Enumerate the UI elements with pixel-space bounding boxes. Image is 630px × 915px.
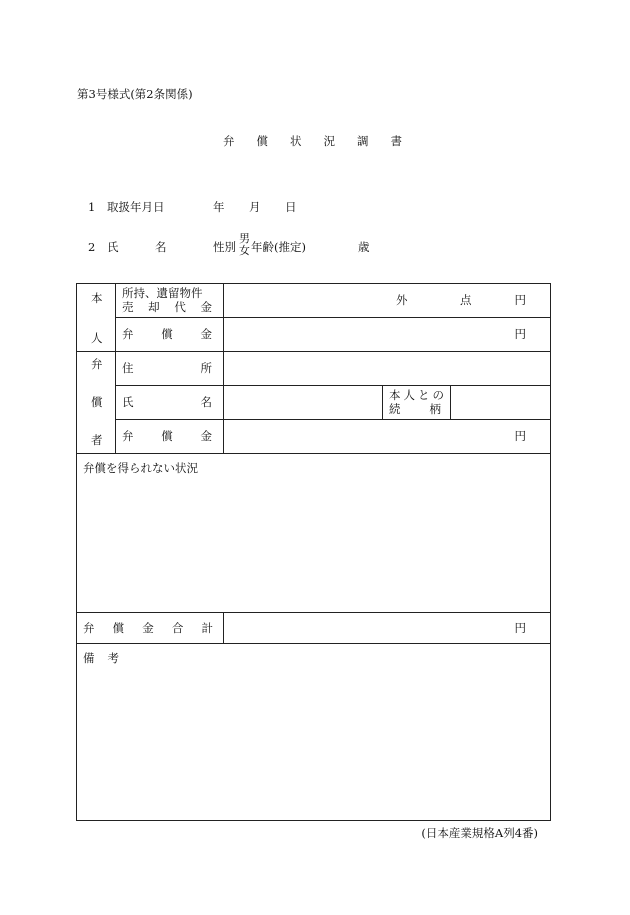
relation-label-line2 bbox=[389, 403, 441, 416]
handling-date-label: 取扱年月日 bbox=[107, 200, 165, 214]
compensator-group-char: 者 bbox=[91, 433, 103, 447]
person-group-cell bbox=[77, 284, 116, 352]
compensation-table bbox=[76, 283, 551, 821]
sex-female: 女 bbox=[239, 244, 250, 257]
compensator-amount-cell[interactable] bbox=[224, 420, 551, 454]
situation-cell[interactable] bbox=[77, 454, 551, 613]
title-char: 書 bbox=[390, 134, 402, 148]
age-label: 年齢(推定) bbox=[251, 240, 306, 254]
label-char: 所 bbox=[200, 361, 212, 375]
compensator-group-cell bbox=[77, 352, 116, 454]
sale-proceeds-label-cell bbox=[116, 284, 224, 318]
compensation-label bbox=[122, 328, 212, 341]
label-char: 弁 bbox=[122, 327, 134, 341]
relation-value-cell[interactable] bbox=[451, 386, 551, 420]
title-char: 状 bbox=[290, 134, 302, 148]
month-unit: 月 bbox=[249, 200, 261, 214]
yen-unit: 円 bbox=[514, 621, 527, 635]
label-char: 名 bbox=[200, 395, 212, 409]
label-char: 金 bbox=[200, 327, 212, 341]
title-char: 償 bbox=[256, 134, 268, 148]
document-title bbox=[223, 135, 402, 148]
remarks-label bbox=[83, 652, 119, 665]
label-char: 金 bbox=[200, 300, 212, 314]
label-char: 代 bbox=[174, 300, 186, 314]
sale-label-line2 bbox=[122, 301, 212, 314]
form-number: 第3号様式(第2条関係) bbox=[77, 87, 193, 101]
label-char: 償 bbox=[161, 327, 173, 341]
sex-male: 男 bbox=[239, 232, 250, 245]
label-char: 金 bbox=[200, 429, 212, 443]
label-char: 金 bbox=[142, 621, 154, 635]
compensation-label bbox=[122, 430, 212, 443]
relation-label-line1: 本人との bbox=[389, 388, 447, 402]
label-char: 住 bbox=[122, 361, 134, 375]
label-char: 考 bbox=[107, 651, 119, 665]
situation-label: 弁償を得られない状況 bbox=[83, 461, 198, 475]
name-label-char: 氏 bbox=[107, 240, 119, 254]
compensation-label-cell bbox=[116, 318, 224, 352]
name-label-cell bbox=[116, 386, 224, 420]
total-value-cell[interactable] bbox=[224, 613, 551, 644]
yen-unit: 円 bbox=[514, 429, 527, 443]
label-char: 売 bbox=[122, 300, 134, 314]
label-char: 合 bbox=[171, 621, 184, 635]
title-char: 弁 bbox=[223, 134, 235, 148]
name-label-char: 名 bbox=[155, 240, 167, 254]
label-char: 氏 bbox=[122, 395, 134, 409]
paper-size-note: (日本産業規格A列4番) bbox=[421, 826, 538, 840]
label-char: 弁 bbox=[83, 621, 95, 635]
label-char: 償 bbox=[161, 429, 173, 443]
year-unit: 年 bbox=[213, 200, 225, 214]
sale-label-line1: 所持、遺留物件 bbox=[122, 286, 203, 300]
compensator-group-char: 弁 bbox=[91, 357, 103, 371]
outside-label: 外 bbox=[396, 293, 408, 307]
address-label bbox=[122, 362, 212, 375]
label-char: 柄 bbox=[429, 402, 441, 416]
title-char: 況 bbox=[323, 134, 335, 148]
item1-number: 1 bbox=[88, 200, 96, 214]
item2-number: 2 bbox=[88, 240, 96, 254]
label-char: 却 bbox=[148, 300, 160, 314]
relation-label-cell bbox=[383, 386, 451, 420]
address-value-cell[interactable] bbox=[224, 352, 551, 386]
compensation-label-cell bbox=[116, 420, 224, 454]
title-char: 調 bbox=[357, 134, 369, 148]
compensation-value-cell[interactable] bbox=[224, 318, 551, 352]
day-unit: 日 bbox=[285, 200, 297, 214]
label-char: 弁 bbox=[122, 429, 134, 443]
person-group-char: 人 bbox=[91, 331, 103, 345]
sex-label: 性別 bbox=[213, 240, 236, 254]
label-char: 続 bbox=[389, 402, 401, 416]
person-group-char: 本 bbox=[91, 291, 103, 305]
address-label-cell bbox=[116, 352, 224, 386]
yen-unit: 円 bbox=[514, 293, 527, 307]
label-char: 償 bbox=[112, 621, 125, 635]
label-char: 備 bbox=[83, 651, 95, 665]
name-label bbox=[122, 396, 212, 409]
total-label bbox=[83, 622, 213, 635]
sale-proceeds-value-cell[interactable] bbox=[224, 284, 551, 318]
label-char: 計 bbox=[201, 621, 213, 635]
yen-unit: 円 bbox=[514, 327, 527, 341]
age-unit: 歳 bbox=[358, 240, 370, 254]
compensator-group-char: 償 bbox=[91, 395, 103, 409]
name-value-cell[interactable] bbox=[224, 386, 383, 420]
total-label-cell bbox=[77, 613, 224, 644]
point-label: 点 bbox=[460, 293, 472, 307]
remarks-cell[interactable] bbox=[77, 644, 551, 821]
